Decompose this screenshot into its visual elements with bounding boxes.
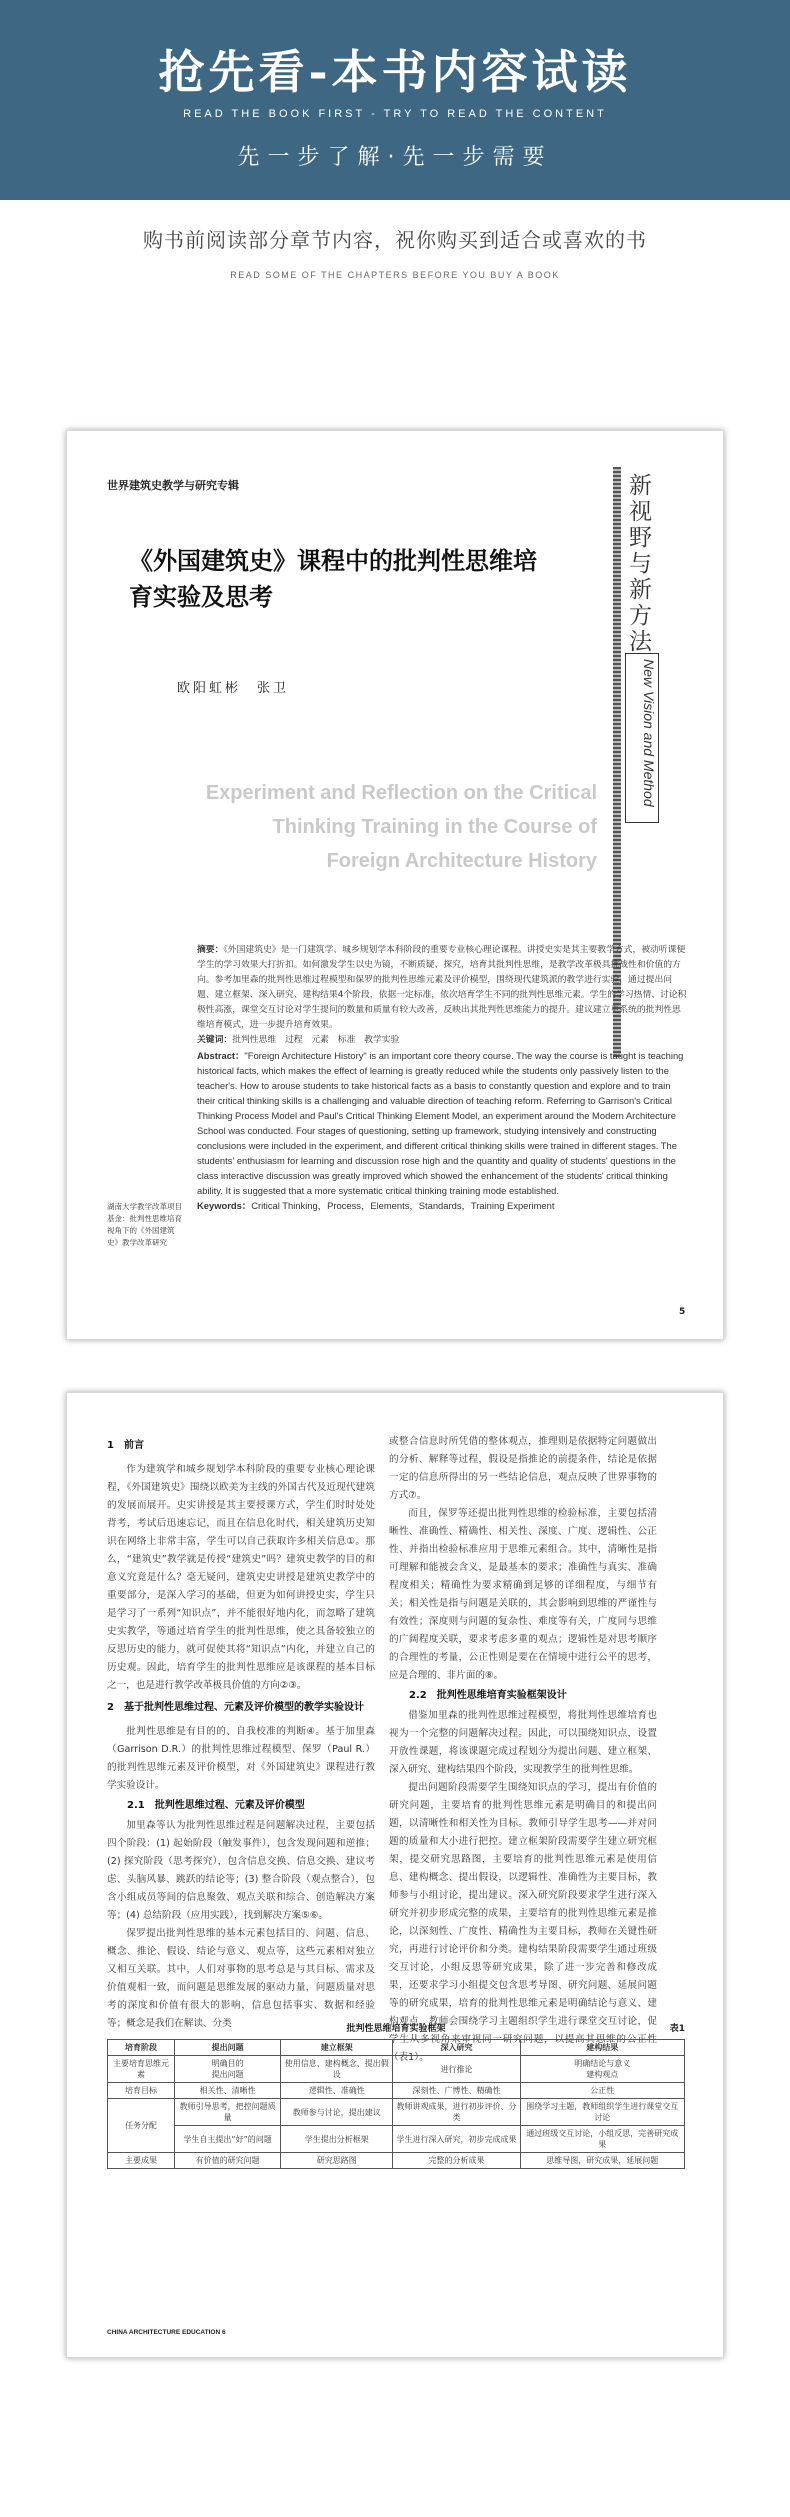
table-row: [108, 2153, 685, 2169]
subsection-heading: 2.2 批判性思维培育实验框架设计: [409, 1690, 567, 1701]
article-authors: 欧阳虹彬 张卫: [177, 681, 290, 696]
table-cell: 主要培育思维元素: [108, 2056, 175, 2083]
table-cell: 学生提出分析框架: [281, 2126, 393, 2153]
intro-text: 购书前阅读部分章节内容，祝你购买到适合或喜欢的书: [143, 228, 647, 252]
table-cell: 明确结论与意义 建构观点: [520, 2056, 684, 2083]
table-cell: 学生进行深入研究，初步完成成果: [393, 2126, 520, 2153]
table-cell: 有价值的研究问题: [175, 2153, 281, 2169]
table-row: [108, 2083, 685, 2099]
table-header-cell: 深入研究: [393, 2040, 520, 2056]
book-page-2: [66, 1392, 724, 2358]
table-row: [108, 2056, 685, 2083]
table-header-cell: 提出问题: [175, 2040, 281, 2056]
journal-footer: CHINA ARCHITECTURE EDUCATION 6: [107, 2329, 226, 2336]
abstract-en-label: Abstract：: [197, 1050, 245, 1061]
text-column-right: [389, 1433, 657, 2067]
table-cell: 深刻性、广博性、精确性: [393, 2083, 520, 2099]
subsection-heading: 2.1 批判性思维过程、元素及评价模型: [127, 1800, 305, 1811]
banner-subtitle-en: READ THE BOOK FIRST - TRY TO READ THE CONTENT: [183, 108, 607, 120]
book-page-1: [66, 430, 724, 1340]
sidebar-label-en: New Vision and Method: [641, 659, 657, 807]
abstract-en: [197, 1048, 687, 1198]
keywords-en-text: Critical Thinking，Process，Elements，Standards，Training Experiment: [251, 1200, 555, 1211]
table-cell: 教师参与讨论，提出建议: [281, 2099, 393, 2126]
banner-title: 抢先看-本书内容试读: [158, 45, 632, 99]
table-header-cell: 培育阶段: [108, 2040, 175, 2056]
abstract-block: [197, 943, 687, 1213]
table-cell: 主要成果: [108, 2153, 175, 2169]
paragraph: 或整合信息时所凭借的整体观点，推理则是依据特定问题做出的分析、解释等过程，假设是指推论的前提条件，结论是依据一定的信息所得出的另一些结论信息，观点反映了世界事物的方式⑦。: [389, 1436, 657, 1501]
keywords-label: 关键词：: [197, 1035, 233, 1045]
table-cell: 逻辑性、准确性: [281, 2083, 393, 2099]
intro-text-en: READ SOME OF THE CHAPTERS BEFORE YOU BUY A BOOK: [230, 270, 560, 280]
paragraph: 作为建筑学和城乡规划学本科阶段的重要专业核心理论课程，《外国建筑史》围绕以欧美为主线的外国古代及近现代建筑的发展而展开。史实讲授是其主要授课方式，学生们时时处处背考，考试后迅速忘记，而且在信息化时代，相关建筑历史知识在网络上非常丰富，学生可以自己获取许多相关信息①。那么，“建筑史”教学就是传授“建筑史”吗？建筑史教学的目的和意义究竟是什么？毫无疑问，建筑史史讲授是建筑史教学中的重要部分，是深入学习的基础，但更为如何讲授史实，学生只是学习了一系列“知识点”，并不能很好地内化，而忽略了建筑史实教学，等通过培育学生的批判性思维，使之具备较独立的反思历史的能力，就可促使其将“知识点”内化，并建立自己的历史观。因此，培育学生的批判性思维应是该课程的基本目标之一，也是进行教学改革极具价值的方向②③。: [107, 1464, 375, 1691]
section-heading: 2 基于批判性思维过程、元素及评价模型的教学实验设计: [107, 1702, 364, 1713]
keywords-zh: [197, 1033, 687, 1048]
paragraph: 而且，保罗等还提出批判性思维的检验标准，主要包括清晰性、准确性、精确性、相关性、深度、广度、逻辑性、公正性、并指出检验标准应用于思维元素组合。其中，清晰性是指可理解和能被会含义，是最基本的要求；准确性与真实、准确程度相关；精确性为要求精确到足够的详细程度，与细节有关；相关性是指与问题是关联的，其会影响到思维的严谨性与有效性；深度则与问题的复杂性、难度等有关，广度同与思维的广阔程度关联，要求考虑多重的观点；逻辑性是对思考顺序的合理性的考量，公正性则是要在在情境中进行公平的思考，应是合理的、非片面的⑧。: [389, 1508, 657, 1681]
table-header-cell: 建立框架: [281, 2040, 393, 2056]
table-cell: 进行推论: [393, 2056, 520, 2083]
table-cell: 教师讲观成果，进行初步评价、分类: [393, 2099, 520, 2126]
keywords-zh-text: 批判性思维 过程 元素 标准 教学实验: [232, 1035, 400, 1045]
header-banner: [0, 0, 790, 200]
page-number: 5: [679, 1307, 686, 1317]
paragraph: 借鉴加里森的批判性思维过程模型，将批判性思维培育也视为一个完整的问题解决过程。因此，可以围绕知识点，设置开放性课题，将该课题完成过程划分为提出问题、建立框架、深入研究、建构结果四个阶段，实现教学生的批判性思维。: [389, 1710, 657, 1775]
table-cell: 相关性、清晰性: [175, 2083, 281, 2099]
abstract-label: 摘要：: [197, 945, 224, 955]
framework-table: [107, 2039, 685, 2169]
text-column-left: [107, 1433, 375, 2033]
abstract-en-text: "Foreign Architecture History" is an important core theory course. The way the course is taught is teaching historical facts, which makes the effect of learning is greatly reduced while the students only passively listen to the teacher's. How to arouse students to take historical facts as a basis to constantly question and explore and to train their critical thinking skills is a challenging and valuable direction of teaching reform. Referring to Garrison's Critical Thinking Process Model and Paul's Critical Thinking Element Model, an experiment around the Modern Architecture School was conducted. Four stages of questioning, setting up framework, studying intensively and constructing conclusions were included in the experiment, and different critical thinking skills were trained in different stages. The students' enthusiasm for learning and discussion rose high and the quantity and quality of students' questions in the class interactive discussion was greatly improved which showed the enhancement of the students' critical thinking ability. It is suggested that a more systematic critical thinking training mode established.: [197, 1050, 684, 1196]
table-cell: 学生自主提出“好”的问题: [175, 2126, 281, 2153]
table-number: 表1: [669, 2024, 685, 2034]
table-header-row: [108, 2040, 685, 2056]
table-cell: 明确目的 提出问题: [175, 2056, 281, 2083]
article-title: 《外国建筑史》课程中的批判性思维培育实验及思考: [129, 547, 537, 611]
fund-note: 湖南大学教学改革项目基金：批判性思维培育视角下的《外国建筑史》教学改革研究: [107, 1202, 182, 1247]
table-cell: 围绕学习主题，教师组织学生进行课堂交互讨论: [520, 2099, 684, 2126]
table-cell: 研究思路图: [281, 2153, 393, 2169]
table-cell: 完整的分析成果: [393, 2153, 520, 2169]
table-row: [108, 2126, 685, 2153]
banner-slogan: 先一步了解·先一步需要: [237, 145, 553, 170]
table-cell: 培育目标: [108, 2083, 175, 2099]
section-heading: 1 前言: [107, 1440, 144, 1451]
paragraph: 批判性思维是有目的的、自我校准的判断④。基于加里森（Garrison D.R.）的批判性思维过程模型、保罗（Paul R.）的批判性思维元素及评价模型，对《外国建筑史》课程进行教学实验设计。: [107, 1726, 375, 1791]
table-title: 批判性思维培育实验框架: [346, 2024, 446, 2034]
paragraph: 加里森等认为批判性思维过程是问题解决过程，主要包括四个阶段：(1) 起始阶段（触发事件），包含发现问题和逆推；(2) 探究阶段（思考探究），包含信息交换、信息交换、建议考虑、头脑风暴、跳跃的结论等；(3) 整合阶段（观点整合），包含小组成员等间的信息聚敛、观点关联和综合、创造解决方案等；(4) 总结阶段（应用实践），找到解决方案⑤⑥。: [107, 1820, 375, 1921]
paragraph: 提出问题阶段需要学生围绕知识点的学习，提出有价值的研究问题，主要培育的批判性思维元素是明确目的和提出问题，以清晰性和相关性为目标。教师引导学生思考——并对问题的质量和大小进行把控。建立框架阶段需要学生建立研究框架，提交研究思路图，主要培育的批判性思维元素是使用信息、建构概念、提出假设，以逻辑性、准确性为主要目标，教师参与小组讨论，提出建议。深入研究阶段要求学生进行深入研究并初步形成完整的成果，主要培育的批判性思维元素是推论，以深刻性、广度性、精确性为主要目标，教师在关键性研究，再进行讨论评价和分类。建构结果阶段需要学生通过班级交互讨论，小组反思等研究成果，除了进一步完善和修改成果，还要求学习小组提交包含思考导图、研究问题、延展问题等的研究成果，培育的批判性思维元素是明确结论与意义、建构观点，教师会围绕学习主题组织学生进行课堂交互讨论，促学生从多视角来审视同一研究问题，以提高其思维的公正性（表1）。: [389, 1782, 657, 2063]
keywords-en: [197, 1198, 687, 1213]
sidebar-label-zh: 新视野与新方法: [629, 473, 652, 655]
table-cell: 使用信息、建构概念、提出假设: [281, 2056, 393, 2083]
keywords-en-label: Keywords：: [197, 1200, 252, 1211]
abstract-zh-text: 《外国建筑史》是一门建筑学、城乡规划学本科阶段的重要专业核心理论课程。讲授史实是其主要教学方式，被动听课便学生的学习效果大打折扣。如何激发学生以史为镜，不断质疑、探究，培育其批判性思维，是教学改革极具挑战性和价值的方向。参考加里森的批判性思维过程模型和保罗的批判性思维元素及评价模型，围绕现代建筑派的教学进行实验，通过提出问题、建立框架、深入研究、建构结果4个阶段，依据一定标准，依次培育学生不同的批判性思维元素。学生的学习热情、讨论积极性高涨，课堂交互讨论对学生提问的数量和质量有较大改善，反映出其批判性思维能力的提升。建议建立更系统的批判性思维培育模式，进一步提升培育效果。: [197, 945, 687, 1030]
table-cell: 任务分配: [108, 2099, 175, 2153]
table-cell: 教师引导思考，把控问题质量: [175, 2099, 281, 2126]
table-cell: 通过班级交互讨论，小组反思，完善研究成果: [520, 2126, 684, 2153]
table-header-cell: 建构结果: [520, 2040, 684, 2056]
table-cell: 公正性: [520, 2083, 684, 2099]
series-title: 世界建筑史教学与研究专辑: [107, 479, 239, 492]
table-row: [108, 2099, 685, 2126]
table-cell: 思维导图，研究成果，延展问题: [520, 2153, 684, 2169]
paragraph: 保罗提出批判性思维的基本元素包括目的、问题、信息、概念、推论、假设、结论与意义、观点等，这些元素相对独立又相互关联。其中，人们对事物的思考总是与其目标、需求及价值观相一致，而问题是思维发展的驱动力量，问题质量对思考的深度和价值有很大的影响，信息包括事实、数据和经验等；概念是我们在解读、分类: [107, 1928, 375, 2029]
abstract-zh: [197, 943, 687, 1033]
article-title-en: Experiment and Reflection on the Critical Thinking Training in the Course of Foreign Architecture History: [205, 782, 597, 872]
